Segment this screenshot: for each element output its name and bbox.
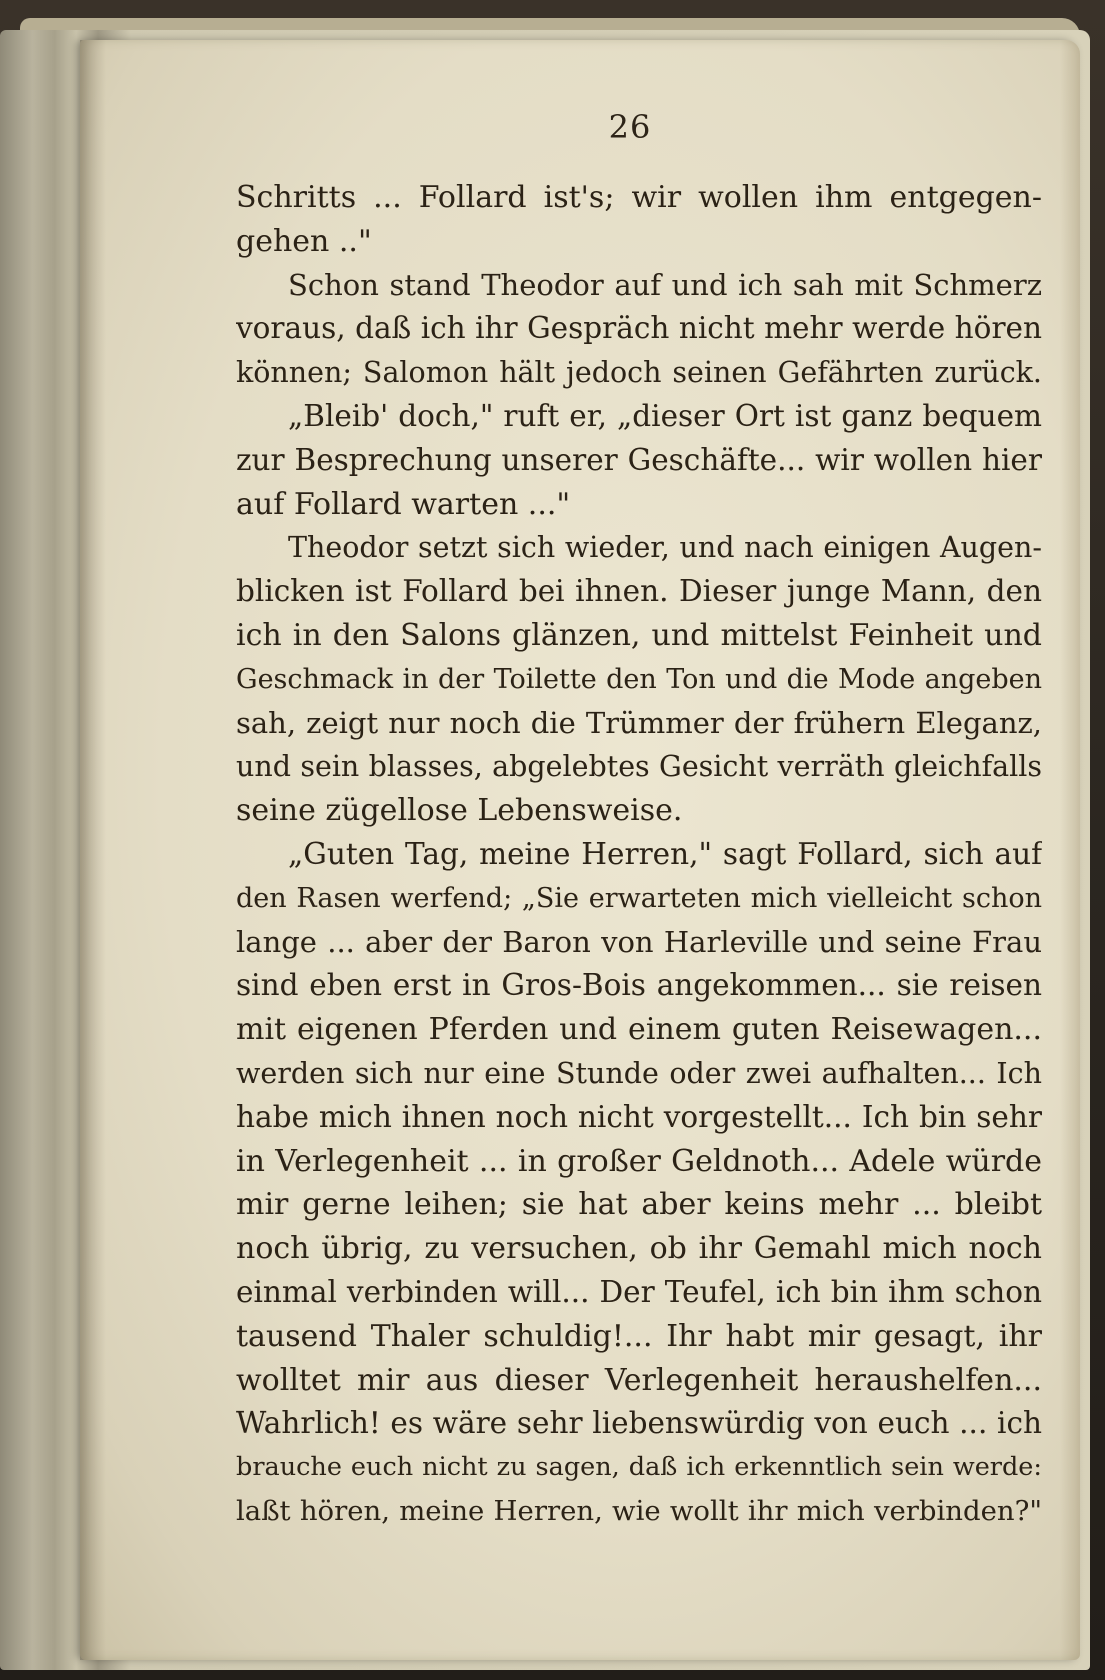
text-line: Schritts ... Follard ist's; wir wollen ihm entgegen- bbox=[236, 180, 1042, 215]
text-line: habe mich ihnen noch nicht vorgestellt... Ich bin sehr bbox=[236, 1099, 1042, 1134]
text-line: blicken ist Follard bei ihnen. Dieser junge Mann, den bbox=[236, 574, 1042, 609]
text-line: Schon stand Theodor auf und ich sah mit Schmerz bbox=[288, 267, 1042, 302]
text-line: ich in den Salons glänzen, und mittelst Feinheit und bbox=[236, 617, 1042, 653]
text-line: sah, zeigt nur noch die Trümmer der frühern Eleganz, bbox=[236, 705, 1042, 740]
text-line: seine zügellose Lebensweise. bbox=[236, 793, 683, 829]
text-line: auf Follard warten ..." bbox=[236, 486, 571, 522]
text-line: mit eigenen Pferden und einem guten Reisewagen... bbox=[236, 1012, 1042, 1048]
text-line: lange ... aber der Baron von Harleville und seine Frau bbox=[236, 924, 1042, 959]
page-number: 26 bbox=[608, 108, 652, 146]
text-line: können; Salomon hält jedoch seinen Gefährten zurück. bbox=[236, 356, 1042, 390]
text-line: brauche euch nicht zu sagen, daß ich erkenntlich sein werde: bbox=[236, 1452, 1042, 1483]
text-line: und sein blasses, abgelebtes Gesicht verräth gleichfalls bbox=[236, 750, 1042, 784]
page-gutter-shadow bbox=[80, 40, 106, 1660]
text-line: Wahrlich! es wäre sehr liebenswürdig von euch ... ich bbox=[236, 1406, 1042, 1441]
text-line: „Guten Tag, meine Herren," sagt Follard, sich auf bbox=[288, 836, 1042, 871]
text-line: in Verlegenheit ... in großer Geldnoth... Adele würde bbox=[236, 1143, 1042, 1179]
text-line: zur Besprechung unserer Geschäfte... wir wollen hier bbox=[236, 442, 1042, 477]
text-line: „Bleib' doch," ruft er, „dieser Ort ist ganz bequem bbox=[288, 398, 1042, 433]
text-line: tausend Thaler schuldig!... Ihr habt mir gesagt, ihr bbox=[236, 1318, 1042, 1354]
text-line: Geschmack in der Toilette den Ton und die Mode angeben bbox=[236, 663, 1042, 695]
text-line: werden sich nur eine Stunde oder zwei aufhalten... Ich bbox=[236, 1056, 1042, 1090]
page-edge-shadow bbox=[1060, 40, 1080, 1660]
text-line: laßt hören, meine Herren, wie wollt ihr mich verbinden?" bbox=[236, 1494, 1042, 1527]
text-line: voraus, daß ich ihr Gespräch nicht mehr werde hören bbox=[236, 311, 1042, 346]
text-line: gehen .." bbox=[236, 223, 372, 259]
text-line: mir gerne leihen; sie hat aber keins mehr ... bleibt bbox=[236, 1187, 1042, 1223]
text-line: den Rasen werfend; „Sie erwarteten mich vielleicht schon bbox=[236, 882, 1042, 914]
text-line: sind eben erst in Gros-Bois angekommen... sie reisen bbox=[236, 968, 1042, 1003]
text-line: noch übrig, zu versuchen, ob ihr Gemahl mich noch bbox=[236, 1231, 1042, 1267]
text-line: einmal verbinden will... Der Teufel, ich bin ihm schon bbox=[236, 1274, 1042, 1309]
text-line: Theodor setzt sich wieder, und nach einigen Augen- bbox=[288, 531, 1042, 565]
text-line: wolltet mir aus dieser Verlegenheit heraushelfen... bbox=[236, 1362, 1042, 1398]
body-text bbox=[236, 176, 1042, 1534]
